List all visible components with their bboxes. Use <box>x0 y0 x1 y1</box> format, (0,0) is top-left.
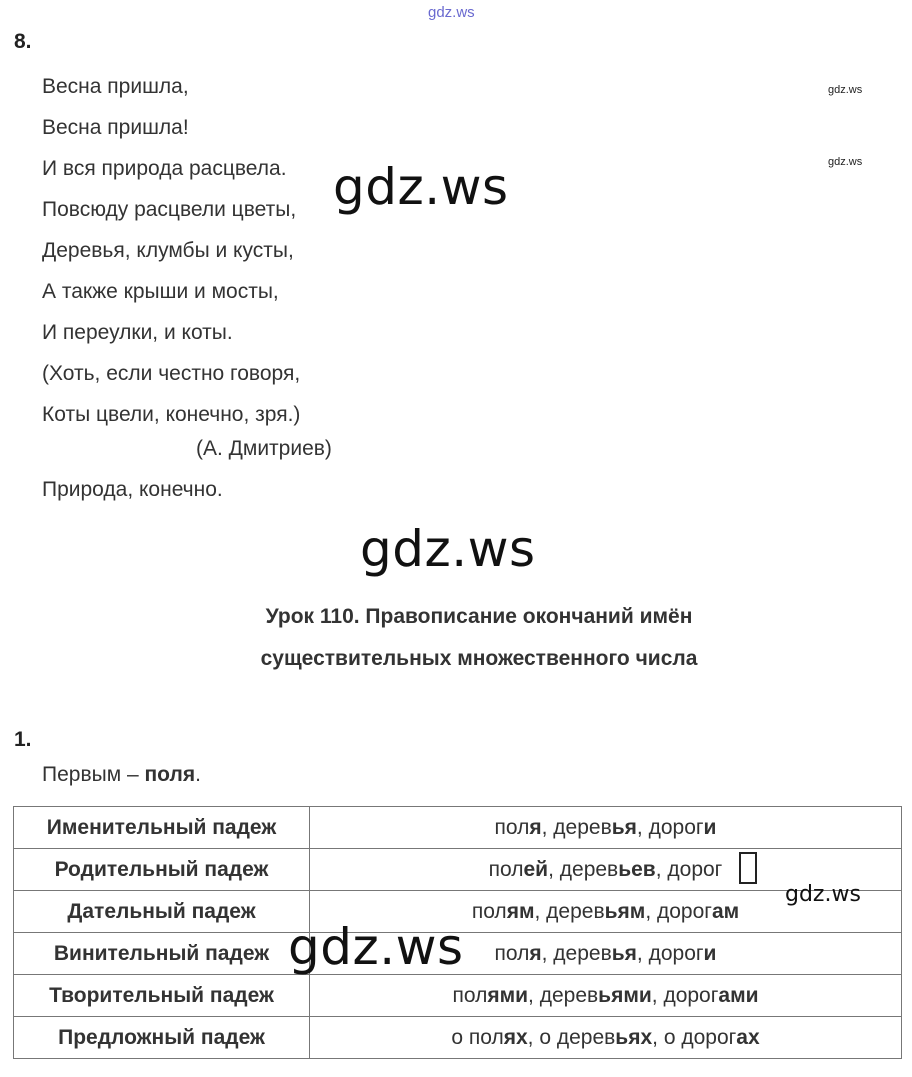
intro-prefix: Первым – <box>42 763 145 786</box>
case-forms: о полях, о деревьях, о дорогах <box>310 1017 902 1059</box>
case-name: Именительный падеж <box>14 807 310 849</box>
word-ending: и <box>703 941 717 965</box>
word-ending: ьях <box>615 1025 653 1049</box>
word-stem: дерев <box>553 815 612 839</box>
word-ending: ям <box>506 899 535 923</box>
word-ending: ьями <box>598 983 652 1007</box>
watermark-large-2: gdz.ws <box>360 520 536 578</box>
word-ending: ья <box>611 815 637 839</box>
poem-line: Коты цвели, конечно, зря.) <box>42 403 301 426</box>
word-stem: пол <box>494 815 530 839</box>
intro-word: поля <box>144 763 196 786</box>
case-forms: поля, деревья, дороги <box>310 807 902 849</box>
case-forms: полям, деревьям, дорогам <box>310 891 902 933</box>
word-ending: и <box>703 815 717 839</box>
word-ending: ьям <box>604 899 646 923</box>
word-stem: дорог <box>681 1025 737 1049</box>
word-stem: дорог <box>656 899 712 923</box>
poem-line: А также крыши и мосты, <box>42 280 279 303</box>
word-ending: я <box>529 815 542 839</box>
word-ending: ьев <box>618 857 656 881</box>
case-forms: полями, деревьями, дорогами <box>310 975 902 1017</box>
word-stem: дорог <box>648 815 704 839</box>
case-name: Родительный падеж <box>14 849 310 891</box>
poem-line: Весна пришла! <box>42 116 189 139</box>
word-stem: дерев <box>553 941 612 965</box>
word-ending: ях <box>503 1025 528 1049</box>
word-ending: ам <box>711 899 740 923</box>
lesson-title-line1: Урок 110. Правописание окончаний имён <box>265 605 693 628</box>
watermark-large-3: gdz.ws <box>288 918 464 976</box>
watermark-top: gdz.ws <box>428 4 475 21</box>
exercise-number-8: 8. <box>14 30 32 53</box>
case-name: Предложный падеж <box>14 1017 310 1059</box>
watermark-large-1: gdz.ws <box>333 158 509 216</box>
word-stem: дорог <box>663 983 719 1007</box>
word-ending: ей <box>523 857 549 881</box>
word-ending: ями <box>487 983 529 1007</box>
case-name: Винительный падеж <box>14 933 310 975</box>
answer-text: Природа, конечно. <box>42 478 223 501</box>
word-stem: пол <box>488 857 524 881</box>
table-row <box>14 849 902 891</box>
poem-line: И переулки, и коты. <box>42 321 233 344</box>
word-ending: ами <box>718 983 759 1007</box>
poem-line: Деревья, клумбы и кусты, <box>42 239 294 262</box>
lesson-title-line2: существительных множественного числа <box>260 647 698 670</box>
word-ending: ах <box>736 1025 760 1049</box>
poem-line: Повсюду расцвели цветы, <box>42 198 297 221</box>
poem-line: И вся природа расцвела. <box>42 157 287 180</box>
table-row <box>14 975 902 1017</box>
exercise-number-1: 1. <box>14 728 32 751</box>
poem-line: (Хоть, если честно говоря, <box>42 362 301 385</box>
watermark-small-1: gdz.ws <box>828 84 863 96</box>
word-ending: ья <box>611 941 637 965</box>
intro-suffix: . <box>195 763 201 786</box>
cursor-box <box>739 852 757 884</box>
table-row <box>14 1017 902 1059</box>
word-stem: дорог <box>648 941 704 965</box>
watermark-medium: gdz.ws <box>785 882 861 907</box>
word-stem: дорог <box>667 857 723 881</box>
case-forms: полей, деревьев, дорог <box>310 849 902 891</box>
poem <box>42 66 300 435</box>
word-stem: пол <box>494 941 530 965</box>
watermark-small-2: gdz.ws <box>828 156 863 168</box>
word-stem: дерев <box>559 857 619 881</box>
word-stem: дерев <box>539 983 599 1007</box>
case-name: Дательный падеж <box>14 891 310 933</box>
table-row <box>14 807 902 849</box>
poem-author: (А. Дмитриев) <box>196 437 332 460</box>
word-ending: я <box>529 941 542 965</box>
case-name: Творительный падеж <box>14 975 310 1017</box>
intro-text <box>42 763 201 787</box>
word-stem: пол <box>468 1025 504 1049</box>
case-forms: поля, деревья, дороги <box>310 933 902 975</box>
word-stem: дерев <box>556 1025 616 1049</box>
poem-line: Весна пришла, <box>42 75 189 98</box>
word-stem: пол <box>452 983 488 1007</box>
word-stem: пол <box>471 899 507 923</box>
word-stem: дерев <box>546 899 605 923</box>
